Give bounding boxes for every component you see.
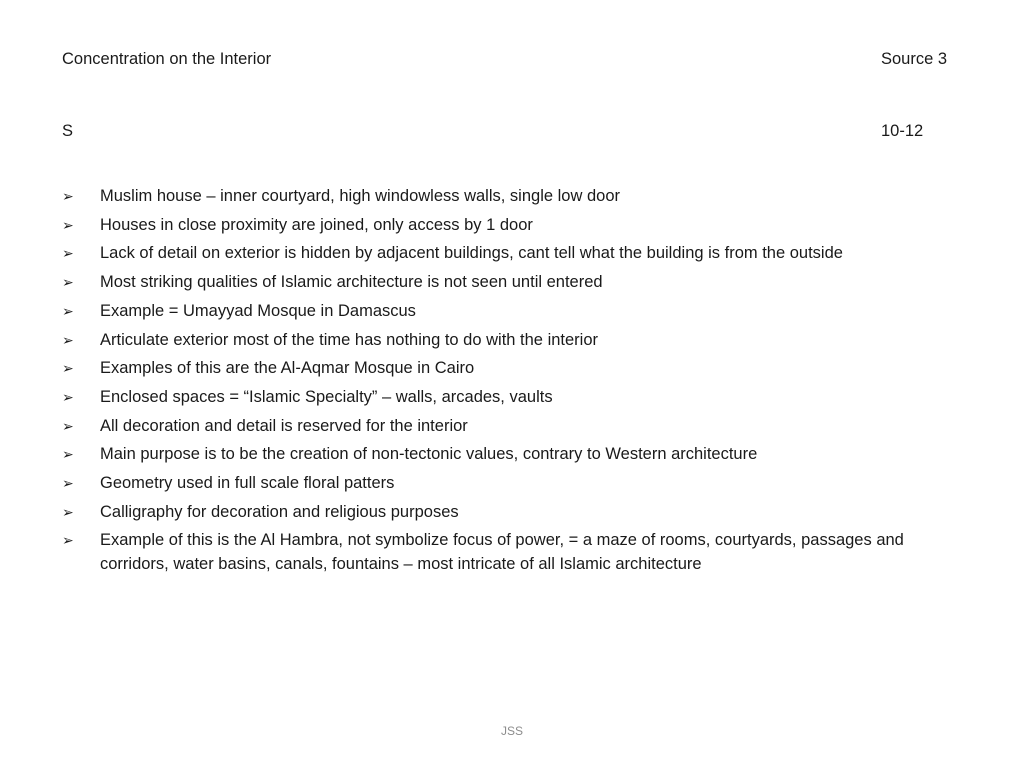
page-range: 10-12 [881, 122, 924, 140]
arrow-bullet-icon: ➢ [62, 475, 74, 492]
bullet-item [62, 472, 962, 496]
footer-label: JSS [500, 724, 523, 738]
bullet-item [62, 529, 962, 576]
bullet-text: Lack of detail on exterior is hidden by adjacent buildings, cant tell what the building is from the outside [100, 244, 843, 263]
bullet-item [62, 271, 962, 295]
arrow-bullet-icon: ➢ [62, 216, 74, 233]
bullet-text: Articulate exterior most of the time has nothing to do with the interior [100, 330, 598, 349]
arrow-bullet-icon: ➢ [62, 274, 74, 291]
bullet-text: Houses in close proximity are joined, only access by 1 door [100, 215, 533, 234]
arrow-bullet-icon: ➢ [62, 532, 74, 549]
arrow-bullet-icon: ➢ [62, 388, 74, 405]
bullet-text: All decoration and detail is reserved for the interior [100, 416, 468, 435]
bullet-text: Example = Umayyad Mosque in Damascus [100, 301, 416, 320]
bullet-item [62, 185, 962, 209]
bullet-item [62, 300, 962, 324]
bullet-list [62, 185, 962, 582]
bullet-item [62, 386, 962, 410]
arrow-bullet-icon: ➢ [62, 360, 74, 377]
source-label: Source 3 [881, 50, 948, 68]
bullet-text: Example of this is the Al Hambra, not symbolize focus of power, = a maze of rooms, courtyards, passages and corridors, water basins, canals, fountains – most intricate of all Islamic architecture [100, 531, 904, 574]
arrow-bullet-icon: ➢ [62, 417, 74, 434]
bullet-item [62, 357, 962, 381]
bullet-text: Examples of this are the Al-Aqmar Mosque in Cairo [100, 359, 475, 378]
bullet-item [62, 242, 962, 266]
arrow-bullet-icon: ➢ [62, 331, 74, 348]
arrow-bullet-icon: ➢ [62, 446, 74, 463]
arrow-bullet-icon: ➢ [62, 503, 74, 520]
bullet-item [62, 214, 962, 238]
bullet-item [62, 415, 962, 439]
bullet-item [62, 329, 962, 353]
bullet-text: Main purpose is to be the creation of non-tectonic values, contrary to Western architecture [100, 445, 758, 464]
bullet-item [62, 501, 962, 525]
arrow-bullet-icon: ➢ [62, 245, 74, 262]
bullet-text: Calligraphy for decoration and religious purposes [100, 502, 459, 521]
slide-title: Concentration on the Interior [62, 50, 272, 68]
arrow-bullet-icon: ➢ [62, 302, 74, 319]
bullet-text: Geometry used in full scale floral patters [100, 474, 395, 493]
bullet-text: Most striking qualities of Islamic architecture is not seen until entered [100, 273, 603, 292]
arrow-bullet-icon: ➢ [62, 188, 74, 204]
subtitle-left: S [62, 122, 74, 140]
bullet-text: Muslim house – inner courtyard, high windowless walls, single low door [100, 187, 620, 205]
bullet-text: Enclosed spaces = “Islamic Specialty” – walls, arcades, vaults [100, 387, 553, 406]
bullet-item [62, 443, 962, 467]
